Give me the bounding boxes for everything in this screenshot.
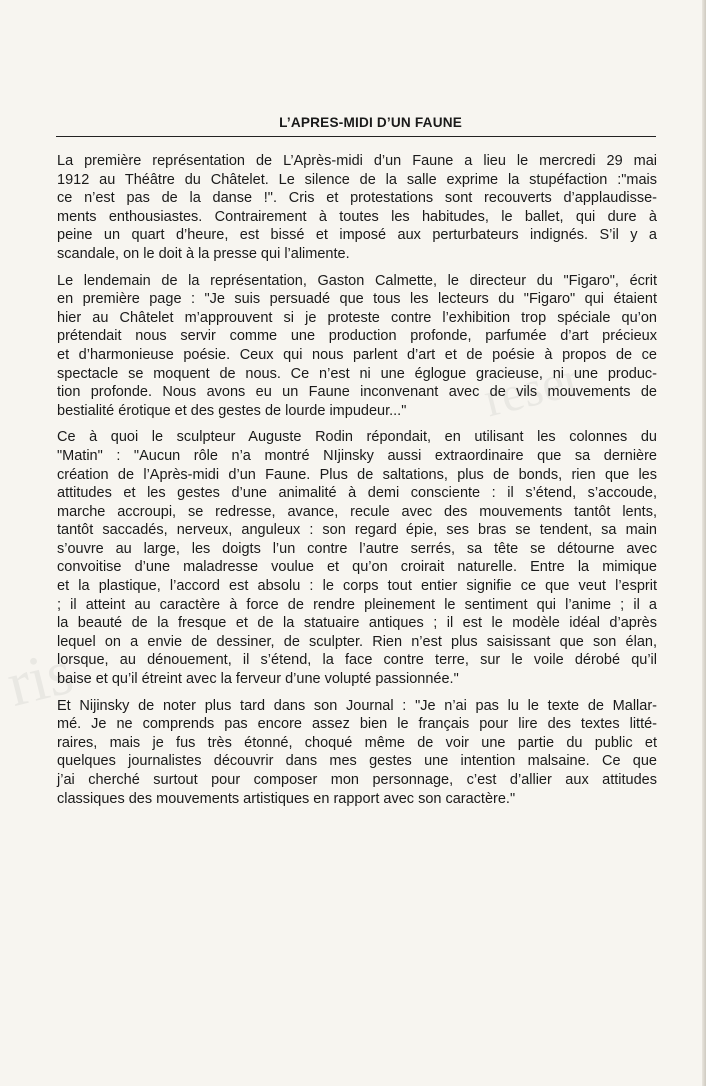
text-line: peine un quart d’heure, est bissé et imposé aux perturbateurs indignés. S’il y a [57, 227, 657, 244]
section-header [56, 114, 656, 137]
watermark-left: ris [0, 635, 80, 720]
text-line: bestialité érotique et des gestes de lourde impudeur..." [57, 402, 407, 419]
paragraph-premiere [57, 152, 657, 264]
text-line: "Matin" : "Aucun rôle n’a montré NIjinsky aussi extraordinaire que sa dernière [57, 447, 657, 464]
text-line: Le lendemain de la représentation, Gaston Calmette, le directeur du "Figaro", écrit [57, 272, 657, 289]
text-line: et la plastique, l’accord est absolu : le corps tout entier signifie ce que veut l’esprit [57, 578, 657, 595]
text-line: ce n’est pas de la danse !". Cris et protestations sont recouverts d’applaudisse- [57, 190, 657, 207]
text-line: scandale, on le doit à la presse qui l’alimente. [57, 245, 350, 262]
text-line: j’ai cherché surtout pour composer mon personnage, c’est d’allier aux attitudes [57, 772, 657, 788]
text-line: marche accroupi, se redresse, avance, recule avec des mouvements tantôt lents, [57, 503, 657, 520]
paragraph-nijinsky-journal [57, 697, 657, 809]
text-line: ; il atteint au caractère à force de rendre pleinement le sentiment qui l’anime ; il a [57, 596, 657, 613]
text-line: quelques journalistes découvrir dans mes gestes une intention malsaine. Ce que [57, 753, 657, 770]
paragraph-rodin [57, 428, 657, 688]
text-line: baise et qu’il étreint avec la ferveur d’une volupté passionnée." [57, 671, 459, 688]
watermark-right: reser [478, 349, 587, 428]
text-line: convoitise d’une maladresse voulue et qu’on croirait naturelle. Entre la mimique [57, 559, 657, 576]
section-title: L’APRES-MIDI D’UN FAUNE [279, 115, 462, 130]
text-line: et d’harmonieuse poésie. Ceux qui nous parlent d’art et de poésie à propos de ce [57, 346, 657, 363]
text-line: lorsque, au dénouement, il s’étend, la face contre terre, sur le voile dérobé qu’il [57, 652, 657, 669]
scan-edge [702, 0, 706, 1086]
text-line: en première page : "Je suis persuadé que tous les lecteurs du "Figaro" qui étaient [57, 291, 657, 308]
paragraph-calmette [57, 272, 657, 421]
text-line: lequel on a envie de dessiner, de sculpter. Rien n’est plus saisissant que son élan, [57, 633, 657, 650]
text-line: hier au Châtelet m’approuvent si je proteste contre l’exhibition trop spéciale qu’on [57, 309, 657, 326]
text-line: prétendait nous servir comme une production profonde, parfumée d’art précieux [57, 328, 657, 345]
text-line: ments enthousiastes. Contrairement à toutes les habitudes, le ballet, qui dure à [57, 208, 657, 225]
text-line: raires, mais je fus très étonné, choqué même de voir une partie du public et [57, 734, 657, 751]
text-line: s’ouvre au large, les doigts l’un contre l’autre serrés, sa tête se détourne avec [57, 540, 657, 557]
text-line: tantôt saccadés, nerveux, anguleux : son regard épie, ses bras se tendent, sa main [57, 522, 657, 539]
text-line: attitudes et les gestes d’une animalité à demi consciente : il s’étend, s’accoude, [57, 485, 657, 502]
article-body [57, 152, 657, 816]
text-line: classiques des mouvements artistiques en rapport avec son caractère." [57, 790, 516, 807]
text-line: spectacle se moquent de nous. Ce n’est ni une églogue gracieuse, ni une produc- [57, 365, 657, 382]
text-line: 1912 au Théâtre du Châtelet. Le silence de la salle exprime la stupéfaction :"mais [57, 171, 657, 188]
text-line: tion profonde. Nous avons eu un Faune inconvenant avec de vils mouvements de [57, 384, 657, 401]
text-line: Ce à quoi le sculpteur Auguste Rodin répondait, en utilisant les colonnes du [57, 429, 657, 446]
text-line: création de l’Après-midi d’un Faune. Plus de saltations, plus de bonds, rien que les [57, 466, 657, 483]
text-line: mé. Je ne comprends pas encore assez bien le français pour lire des textes litté- [57, 716, 657, 733]
text-line: La première représentation de L’Après-midi d’un Faune a lieu le mercredi 29 mai [57, 153, 657, 169]
text-line: Et Nijinsky de noter plus tard dans son Journal : "Je n’ai pas lu le texte de Mallar- [57, 697, 657, 714]
text-line: la beauté de la fresque et de la statuaire antiques ; il est le modèle idéal d’après [57, 615, 657, 632]
